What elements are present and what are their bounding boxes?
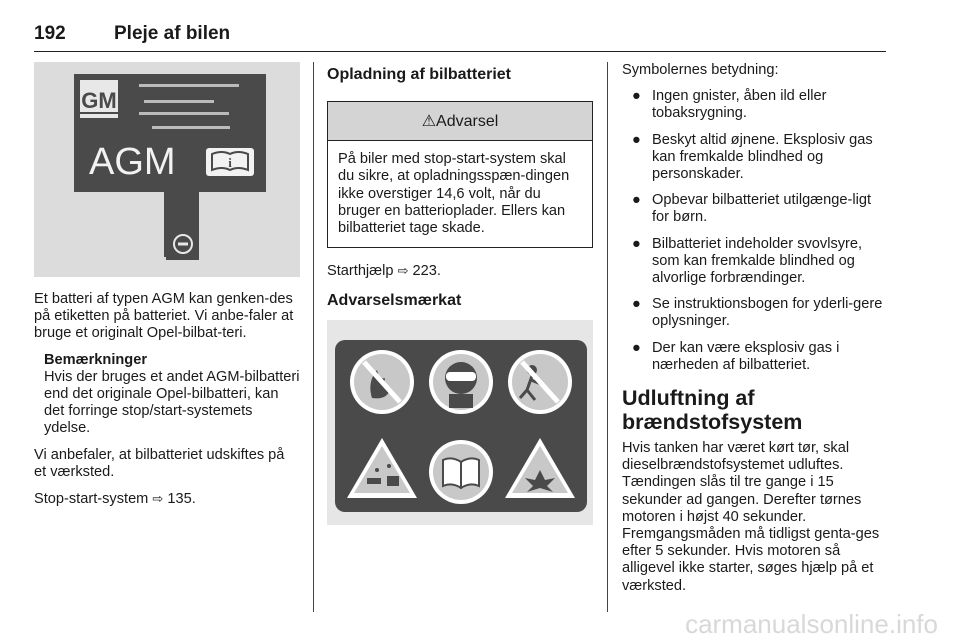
- column-left: [34, 62, 300, 517]
- page-number: 192: [34, 23, 66, 44]
- note-block: [44, 352, 300, 438]
- section-heading-fuel-bleeding: Udluftning af brændstofsystem: [622, 386, 803, 435]
- gm-logo: GM: [81, 88, 117, 113]
- page-header: [34, 23, 886, 52]
- list-item: ● Ingen gnister, åben ild eller tobaksrygning.: [632, 88, 827, 122]
- column-middle: [327, 62, 593, 525]
- watermark: carmanualsonline.info: [685, 609, 938, 639]
- list-item: ● Opbevar bilbatteriet utilgænge-ligt for børn.: [632, 192, 872, 226]
- section-heading-warning-label: Advarselsmærkat: [327, 292, 462, 310]
- bullet-icon: ●: [632, 88, 641, 105]
- fuel-bleeding-text: Hvis tanken har været kørt tør, skal dieselbrændstofsystemet udluftes. Tændingen slås til tre gange i 15 sekunder ad gangen. Derefter tørnes motoren i højst 40 sekunder. Fremgangsmåden må tidligst genta-ges efter 5 sekunder. Hvis motoren så alligevel ikke starter, søges hjælp på et værksted.: [622, 440, 880, 594]
- reference-arrow-icon: ⇨: [152, 491, 164, 507]
- column-divider: [607, 62, 608, 612]
- warning-title: Advarsel: [436, 112, 499, 130]
- bullet-icon: ●: [632, 131, 641, 148]
- bullet-icon: ●: [632, 296, 641, 313]
- bullet-icon: ●: [632, 192, 641, 209]
- section-heading-charging: Opladning af bilbatteriet: [327, 66, 512, 83]
- symbols-list: [622, 88, 888, 374]
- symbols-intro: Symbolernes betydning:: [622, 62, 779, 78]
- eye-protection-icon: [429, 350, 493, 414]
- warning-text: På biler med stop-start-system skal du sikre, at opladningsspæn-dingen ikke overstiger 14,6 volt, når du bruger en batterioplader. Ellers kan bilbatteriet tage skade.: [338, 151, 570, 237]
- page-link-223[interactable]: 223.: [412, 263, 441, 280]
- note-text: Hvis der bruges et andet AGM-bilbatteri end det originale Opel-bilbatteri, kan det forringe stop/start-systemets ydelse.: [44, 368, 300, 437]
- reference-arrow-icon: ⇨: [397, 263, 409, 279]
- warning-box: [327, 101, 593, 248]
- list-item: ● Bilbatteriet indeholder svovlsyre, som kan fremkalde blindhed og alvorlige forbrændinger.: [632, 235, 863, 287]
- list-item: ● Se instruktionsbogen for yderli-gere oplysninger.: [632, 296, 883, 330]
- jump-start-reference: Starthjælp ⇨ 223.: [327, 263, 441, 280]
- warning-triangle-icon: ⚠: [421, 112, 437, 130]
- agm-intro-paragraph: Et batteri af typen AGM kan genken-des på etiketten på batteriet. Vi anbe-faler at bruge et originalt Opel-bilbat-teri.: [34, 291, 294, 342]
- warning-header: [328, 102, 592, 141]
- note-title: Bemærkninger: [44, 351, 147, 368]
- warning-label-symbols-image: [327, 320, 593, 525]
- list-item: ● Beskyt altid øjnene. Eksplosiv gas kan fremkalde blindhed og personskader.: [632, 131, 873, 183]
- info-book-icon: i: [228, 155, 232, 170]
- replacement-paragraph: Vi anbefaler, at bilbatteriet udskiftes på et værksted.: [34, 446, 285, 480]
- list-item: ● Der kan være eksplosiv gas i nærheden af bilbatteriet.: [632, 339, 840, 373]
- no-fire-icon: [350, 350, 414, 414]
- column-divider: [313, 62, 314, 612]
- column-right: [622, 62, 888, 595]
- agm-text: AGM: [89, 141, 176, 183]
- stop-start-reference: Stop-start-system ⇨ 135.: [34, 491, 196, 508]
- chapter-title: Pleje af bilen: [114, 23, 231, 44]
- page-link-135[interactable]: 135.: [167, 491, 196, 508]
- bullet-icon: ●: [632, 339, 641, 356]
- read-manual-icon: [429, 440, 493, 504]
- bullet-icon: ●: [632, 235, 641, 252]
- keep-away-from-children-icon: [508, 350, 572, 414]
- agm-battery-label-image: [34, 62, 300, 277]
